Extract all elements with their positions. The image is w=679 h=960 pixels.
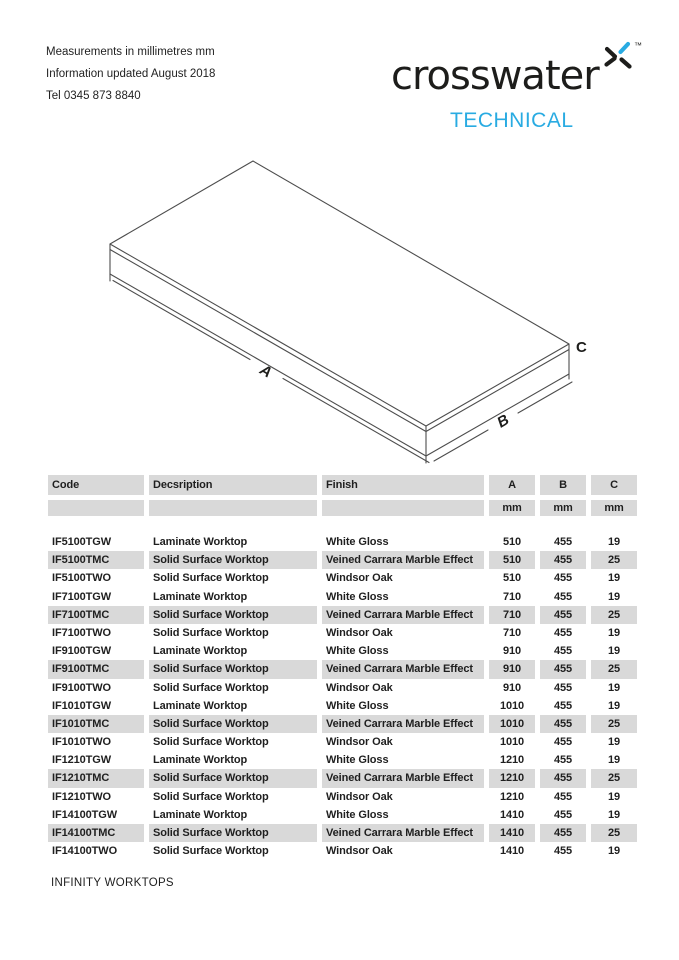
table-row [48, 733, 638, 751]
cell-b: 455 [540, 660, 586, 678]
cell-description: Solid Surface Worktop [149, 606, 317, 624]
cell-code: IF1210TMC [48, 769, 144, 787]
cell-description: Laminate Worktop [153, 754, 248, 767]
table-row [48, 824, 638, 842]
cell-b: 455 [553, 572, 573, 585]
cell-finish: Veined Carrara Marble Effect [322, 769, 484, 787]
cell-a: 510 [502, 536, 522, 548]
worktop-top-face [110, 161, 569, 426]
dimension-line-a [113, 281, 250, 360]
cell-c: 19 [607, 736, 621, 749]
cell-c: 19 [607, 645, 621, 658]
cell-code: IF7100TMC [48, 606, 144, 624]
cell-finish: White Gloss [326, 590, 389, 603]
cell-c: 19 [607, 790, 621, 803]
page-title: INFINITY WORKTOPS [51, 877, 174, 889]
cell-b: 455 [553, 699, 573, 712]
cell-code: IF5100TWO [52, 572, 112, 585]
cell-a: 1410 [489, 824, 535, 842]
table-row [48, 642, 638, 660]
cell-finish: Windsor Oak [326, 736, 393, 749]
cell-description: Solid Surface Worktop [153, 626, 269, 639]
dimension-label-b: B [494, 411, 513, 432]
header-description: Decsription [149, 475, 317, 495]
cell-description: Solid Surface Worktop [149, 769, 317, 787]
cell-a: 710 [502, 626, 522, 639]
header-b: B [540, 475, 586, 495]
cell-a: 510 [502, 572, 522, 585]
cell-c: 25 [591, 769, 637, 787]
cell-code: IF1010TGW [52, 699, 112, 712]
cell-description: Solid Surface Worktop [153, 736, 269, 749]
cell-description: Solid Surface Worktop [149, 715, 317, 733]
table-row [48, 551, 638, 569]
table-header-row [48, 475, 638, 495]
cell-a: 710 [489, 606, 535, 624]
cell-a: 1210 [499, 790, 525, 803]
cell-c: 25 [591, 551, 637, 569]
dimension-label-a: A [256, 361, 275, 382]
technical-tagline: TECHNICAL [450, 109, 574, 132]
unit-a: mm [489, 500, 535, 516]
cell-c: 19 [607, 572, 621, 585]
trademark-symbol: ™ [634, 41, 642, 50]
cell-code: IF14100TGW [52, 808, 118, 821]
header-finish: Finish [322, 475, 484, 495]
table-row [48, 788, 638, 806]
cell-c: 19 [607, 845, 621, 858]
cell-finish: Veined Carrara Marble Effect [322, 824, 484, 842]
table-units-row [48, 500, 638, 516]
worktop-table-rows [48, 533, 638, 860]
cell-code: IF5100TMC [48, 551, 144, 569]
cell-a: 1210 [499, 754, 525, 767]
cell-code: IF14100TWO [52, 845, 118, 858]
cell-code: IF9100TGW [52, 645, 112, 658]
cell-b: 455 [553, 536, 573, 548]
table-row [48, 533, 638, 551]
cell-c: 25 [591, 660, 637, 678]
unit-c: mm [591, 500, 637, 516]
cell-code: IF5100TGW [52, 536, 112, 548]
header-a: A [489, 475, 535, 495]
table-row [48, 660, 638, 678]
updated-note: Information updated August 2018 [46, 67, 216, 80]
table-row [48, 624, 638, 642]
cell-c: 19 [607, 626, 621, 639]
cell-code: IF1210TWO [52, 790, 112, 803]
dimension-line-b [434, 430, 488, 461]
cell-b: 455 [553, 626, 573, 639]
cell-code: IF1210TGW [52, 754, 112, 767]
cell-b: 455 [540, 606, 586, 624]
cell-b: 455 [540, 551, 586, 569]
cell-b: 455 [540, 769, 586, 787]
table-row [48, 751, 638, 769]
cell-description: Solid Surface Worktop [149, 551, 317, 569]
cell-c: 19 [607, 754, 621, 767]
cell-b: 455 [553, 790, 573, 803]
cell-description: Solid Surface Worktop [149, 824, 317, 842]
cell-description: Laminate Worktop [153, 590, 248, 603]
table-row [48, 569, 638, 587]
cell-code: IF7100TWO [52, 626, 112, 639]
cell-description: Laminate Worktop [153, 536, 248, 548]
cell-finish: White Gloss [326, 699, 389, 712]
cell-c: 19 [607, 536, 621, 548]
cell-code: IF1010TWO [52, 736, 112, 749]
cell-b: 455 [553, 736, 573, 749]
measurement-note: Measurements in millimetres mm [46, 46, 215, 58]
table-row [48, 715, 638, 733]
cell-description: Solid Surface Worktop [153, 572, 269, 585]
table-row [48, 588, 638, 606]
cell-finish: Windsor Oak [326, 681, 393, 694]
cell-finish: White Gloss [326, 645, 389, 658]
cell-b: 455 [553, 845, 573, 858]
cell-c: 19 [607, 681, 621, 694]
cell-description: Solid Surface Worktop [153, 681, 269, 694]
unit-b: mm [540, 500, 586, 516]
cell-b: 455 [553, 590, 573, 603]
cell-b: 455 [553, 808, 573, 821]
worktop-spec-table [48, 475, 638, 860]
cell-finish: White Gloss [326, 808, 389, 821]
table-row [48, 679, 638, 697]
cell-a: 1210 [489, 769, 535, 787]
dimension-label-c: C [576, 339, 587, 356]
crosswater-logo-wordmark: crosswater [391, 53, 599, 99]
telephone-note: Tel 0345 873 8840 [46, 89, 141, 102]
table-row [48, 806, 638, 824]
cell-finish: White Gloss [326, 754, 389, 767]
cell-description: Laminate Worktop [153, 699, 248, 712]
cell-description: Laminate Worktop [153, 808, 248, 821]
cell-description: Solid Surface Worktop [153, 845, 269, 858]
cell-a: 1010 [499, 699, 525, 712]
cell-description: Solid Surface Worktop [153, 790, 269, 803]
cell-description: Solid Surface Worktop [149, 660, 317, 678]
cell-code: IF1010TMC [48, 715, 144, 733]
table-row [48, 842, 638, 860]
cell-c: 19 [607, 808, 621, 821]
cell-c: 25 [591, 715, 637, 733]
cell-a: 1010 [489, 715, 535, 733]
cell-b: 455 [540, 824, 586, 842]
cell-a: 710 [502, 590, 522, 603]
cell-c: 19 [607, 590, 621, 603]
cell-a: 1010 [499, 736, 525, 749]
cell-a: 510 [489, 551, 535, 569]
cell-finish: White Gloss [326, 536, 389, 548]
cell-finish: Veined Carrara Marble Effect [322, 606, 484, 624]
cell-finish: Windsor Oak [326, 626, 393, 639]
cell-b: 455 [553, 645, 573, 658]
header-code: Code [48, 475, 144, 495]
header-c: C [591, 475, 637, 495]
cell-finish: Windsor Oak [326, 572, 393, 585]
cell-finish: Veined Carrara Marble Effect [322, 715, 484, 733]
table-row [48, 697, 638, 715]
cell-a: 1410 [499, 845, 525, 858]
cell-description: Laminate Worktop [153, 645, 248, 658]
cell-finish: Veined Carrara Marble Effect [322, 551, 484, 569]
cell-finish: Windsor Oak [326, 845, 393, 858]
worktop-edge-band [110, 250, 569, 432]
table-row [48, 606, 638, 624]
cell-a: 1410 [499, 808, 525, 821]
cell-a: 910 [502, 645, 522, 658]
cell-code: IF14100TMC [48, 824, 144, 842]
cell-a: 910 [502, 681, 522, 694]
cell-b: 455 [540, 715, 586, 733]
cell-c: 19 [607, 699, 621, 712]
cell-c: 25 [591, 824, 637, 842]
cell-code: IF7100TGW [52, 590, 112, 603]
cell-code: IF9100TMC [48, 660, 144, 678]
cell-b: 455 [553, 754, 573, 767]
cell-finish: Windsor Oak [326, 790, 393, 803]
cell-finish: Veined Carrara Marble Effect [322, 660, 484, 678]
cell-a: 910 [489, 660, 535, 678]
table-row [48, 769, 638, 787]
cell-code: IF9100TWO [52, 681, 112, 694]
cell-c: 25 [591, 606, 637, 624]
cell-b: 455 [553, 681, 573, 694]
